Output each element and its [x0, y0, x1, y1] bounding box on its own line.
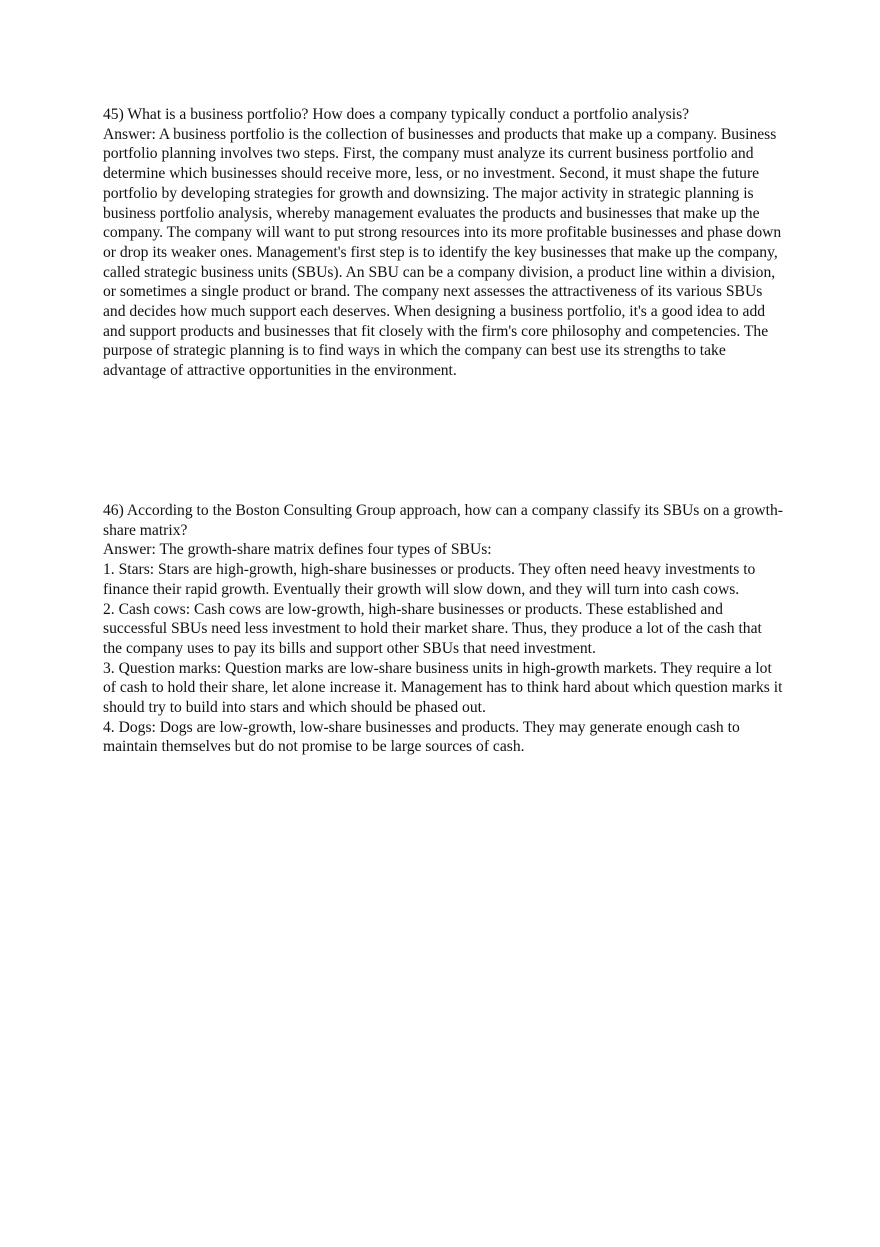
question-text: 45) What is a business portfolio? How does a company typically conduct a portfolio analysis?	[103, 106, 690, 123]
list-item-question-marks: 3. Question marks: Question marks are low-share business units in high-growth markets. They require a lot of cash to hold their share, let alone increase it. Management has to think hard about which question marks it should try to build into stars and which should be phased out.	[103, 659, 783, 717]
question-text: 46) According to the Boston Consulting Group approach, how can a company classify its SBUs on a growth-share matrix?	[103, 502, 783, 539]
question-block-46	[103, 501, 783, 757]
question-block-45	[103, 105, 783, 381]
list-item-cash-cows: 2. Cash cows: Cash cows are low-growth, high-share businesses or products. These established and successful SBUs need less investment to hold their market share. Thus, they produce a lot of the cash that the company uses to pay its bills and support other SBUs that need investment.	[103, 600, 762, 657]
answer-text: Answer: A business portfolio is the collection of businesses and products that make up a company. Business portfolio planning involves two steps. First, the company must analyze its current business portfolio and determine which businesses should receive more, less, or no investment. Second, it must shape the future portfolio by developing strategies for growth and downsizing. The major activity in strategic planning is business portfolio analysis, whereby management evaluates the products and businesses that make up the company. The company will want to put strong resources into its more profitable businesses and phase down or drop its weaker ones. Management's first step is to identify the key businesses that make up the company, called strategic business units (SBUs). An SBU can be a company division, a product line within a division, or sometimes a single product or brand. The company next assesses the attractiveness of its various SBUs and decides how much support each deserves. When designing a business portfolio, it's a good idea to add and support products and businesses that fit closely with the firm's core philosophy and competencies. The purpose of strategic planning is to find ways in which the company can best use its strengths to take advantage of attractive opportunities in the environment.	[103, 125, 782, 380]
answer-text: Answer: The growth-share matrix defines four types of SBUs:	[103, 541, 492, 559]
list-item-stars: 1. Stars: Stars are high-growth, high-share businesses or products. They often need heavy investments to finance their rapid growth. Eventually their growth will slow down, and they will turn into cash cows.	[103, 561, 756, 598]
list-item-dogs: 4. Dogs: Dogs are low-growth, low-share businesses and products. They may generate enough cash to maintain themselves but do not promise to be large sources of cash.	[103, 718, 740, 756]
